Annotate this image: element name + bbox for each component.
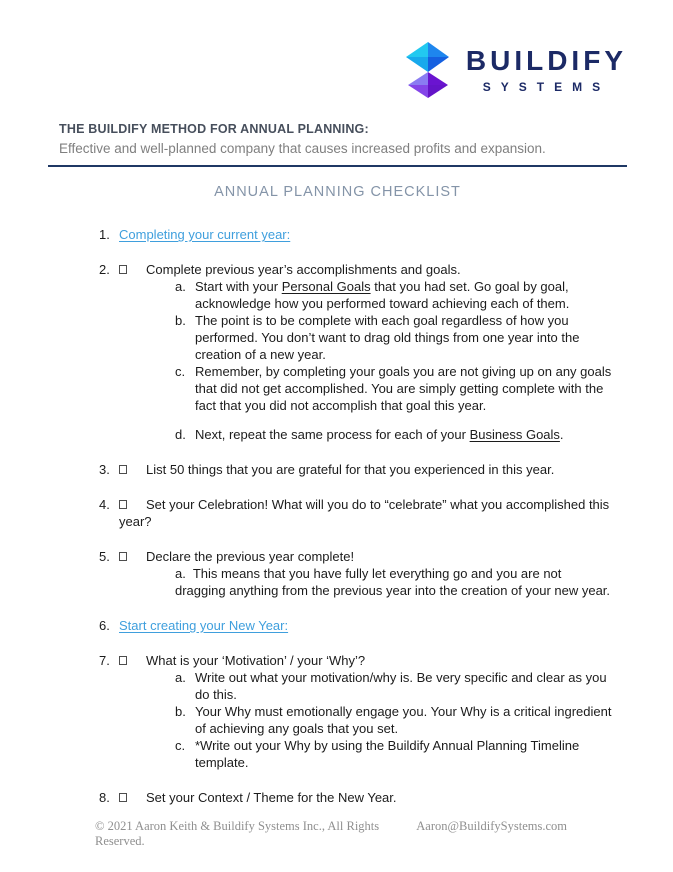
item-text: Set your Celebration! What will you do to “celebrate” what you accomplished this year?: [119, 497, 610, 529]
sub-item-a: [175, 669, 615, 703]
item-number: 5.: [99, 549, 110, 564]
checklist-item-4: [99, 496, 616, 530]
sub-item-marker: a.: [175, 670, 186, 685]
item-number: 6.: [99, 618, 110, 633]
sub-list: [175, 278, 616, 443]
sub-item-marker: c.: [175, 364, 186, 379]
item-content: [119, 789, 616, 806]
logo-sub-text: SYSTEMS: [482, 80, 611, 94]
sub-item-marker: b.: [175, 313, 186, 328]
logo-brand-text: BUILDIFY: [465, 45, 627, 76]
logo-wordmark: [466, 46, 627, 94]
item-content: [119, 496, 616, 530]
item-text: List 50 things that you are grateful for that you experienced in this year.: [146, 462, 555, 477]
item-number: 3.: [99, 462, 110, 477]
sub-item-marker: b.: [175, 704, 186, 719]
sub-item-text: [195, 426, 615, 443]
text-segment: that you had set. Go goal by goal, acknowledge how you performed toward achieving each of them.: [195, 279, 570, 311]
sub-item-text: [175, 566, 610, 598]
sub-item-c: [175, 363, 615, 414]
sub-item-text: [195, 669, 615, 703]
annual-planning-checklist: [59, 226, 616, 806]
sub-item-c: [175, 737, 615, 771]
text-segment: Your Why must emotionally engage you. Your Why is a critical ingredient of achieving any goals that you set.: [195, 704, 612, 736]
item-content: [119, 261, 616, 443]
sub-item-marker: d.: [175, 427, 186, 442]
checkbox-item-7[interactable]: [119, 656, 127, 665]
sub-item-text: [195, 312, 615, 363]
item-number: 2.: [99, 262, 110, 277]
checklist-item-7: [99, 652, 616, 771]
sub-item-text: [195, 363, 615, 414]
header-divider: [48, 165, 627, 167]
checkbox-item-3[interactable]: [119, 465, 127, 474]
sub-item-b: [175, 312, 615, 363]
sub-item-d: [175, 426, 615, 443]
checklist-item-1: [99, 226, 616, 243]
text-segment: Remember, by completing your goals you are not giving up on any goals that did not get accomplished. You are simply getting complete with the fact that you did not accomplish that goal this year.: [195, 364, 612, 413]
item-text: Set your Context / Theme for the New Year.: [146, 790, 397, 805]
buildify-logo-icon: [403, 40, 453, 100]
item-number: 7.: [99, 653, 110, 668]
sub-item-b: [175, 703, 615, 737]
sub-list: [175, 565, 616, 599]
checkbox-item-2[interactable]: [119, 265, 127, 274]
sub-item-text: [195, 703, 615, 737]
text-segment: Next, repeat the same process for each of your: [195, 427, 470, 442]
buildify-logo: [403, 40, 627, 100]
text-segment: Start with your: [195, 279, 282, 294]
sub-item-marker: c.: [175, 738, 186, 753]
sub-item-a: [175, 278, 615, 312]
section-link-6[interactable]: Start creating your New Year:: [119, 618, 289, 633]
text-segment: *Write out your Why by using the Buildify Annual Planning Timeline template.: [195, 738, 580, 770]
item-number: 8.: [99, 790, 110, 805]
text-segment: Write out what your motivation/why is. Be very specific and clear as you do this.: [195, 670, 607, 702]
text-segment: .: [559, 427, 564, 442]
method-subtitle: Effective and well-planned company that causes increased profits and expansion.: [59, 141, 546, 156]
item-number: 1.: [99, 227, 110, 242]
item-text: Complete previous year’s accomplishments and goals.: [146, 262, 461, 277]
checkbox-item-8[interactable]: [119, 793, 127, 802]
checklist-item-6: [99, 617, 616, 634]
checklist-item-2: [99, 261, 616, 443]
checklist-item-3: [99, 461, 616, 478]
contact-email: Aaron@BuildifySystems.com: [416, 819, 567, 833]
copyright-text: © 2021 Aaron Keith & Buildify Systems Inc., All Rights Reserved.: [95, 819, 380, 848]
sub-item-a: [175, 565, 615, 599]
item-content: [119, 652, 616, 771]
sub-item-marker: a.: [175, 279, 186, 294]
item-text: Declare the previous year complete!: [146, 549, 355, 564]
checkbox-item-4[interactable]: [119, 500, 127, 509]
sub-item-text: [195, 737, 615, 771]
page-title: ANNUAL PLANNING CHECKLIST: [214, 184, 461, 200]
underlined-term: Personal Goals: [281, 279, 371, 294]
sub-list: [175, 669, 616, 771]
text-segment: This means that you have fully let everything go and you are not dragging anything from the previous year into the creation of your new year.: [175, 566, 611, 598]
page-footer: [0, 819, 673, 849]
text-segment: The point is to be complete with each goal regardless of how you performed. You don’t want to drag old things from one year into the creation of a new year.: [195, 313, 580, 362]
sub-item-marker: a.: [175, 566, 186, 581]
item-content: [119, 617, 616, 634]
item-content: [119, 226, 616, 243]
method-heading: THE BUILDIFY METHOD FOR ANNUAL PLANNING:: [59, 122, 369, 136]
sub-item-text: [195, 278, 615, 312]
underlined-term: Business Goals: [469, 427, 560, 442]
checklist-item-8: [99, 789, 616, 806]
checklist-item-5: [99, 548, 616, 599]
item-text: What is your ‘Motivation’ / your ‘Why’?: [146, 653, 366, 668]
item-content: [119, 461, 616, 478]
checkbox-item-5[interactable]: [119, 552, 127, 561]
section-link-1[interactable]: Completing your current year:: [119, 227, 291, 242]
item-content: [119, 548, 616, 599]
item-number: 4.: [99, 497, 110, 512]
